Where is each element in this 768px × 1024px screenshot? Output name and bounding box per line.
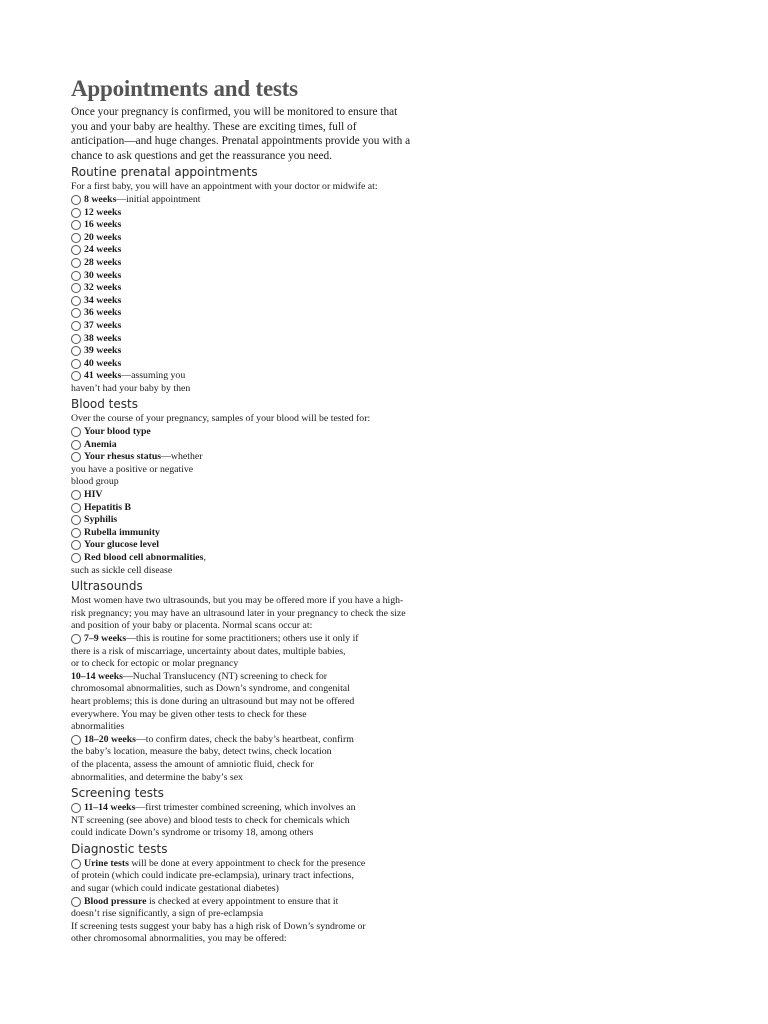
- radio-circle-icon: [71, 359, 81, 369]
- item-bold-label: Blood pressure: [84, 895, 147, 907]
- blood-list-2: [71, 489, 411, 565]
- blood-item[interactable]: [71, 426, 411, 439]
- ultrasound-item-18-20[interactable]: [71, 734, 411, 747]
- radio-circle-icon: [71, 553, 81, 563]
- screening-heading: Screening tests: [71, 786, 164, 801]
- item-bold-label: Urine tests: [84, 857, 129, 869]
- routine-item[interactable]: [71, 244, 411, 257]
- blood-heading: Blood tests: [71, 397, 138, 412]
- item-bold-label: 18–20 weeks: [84, 733, 136, 745]
- ultrasound-i1-cont-1: there is a risk of miscarriage, uncertainty about dates, multiple babies,: [71, 645, 346, 657]
- item-bold-label: 40 weeks: [84, 357, 122, 369]
- ultrasound-i3-cont-2: of the placenta, assess the amount of amniotic fluid, check for: [71, 758, 314, 770]
- routine-list: [71, 194, 411, 383]
- item-bold-label: 7–9 weeks: [84, 632, 127, 644]
- routine-tail: haven’t had your baby by then: [71, 382, 191, 394]
- radio-circle-icon: [71, 220, 81, 230]
- rhesus-cont-2: blood group: [71, 476, 119, 488]
- radio-circle-icon: [71, 346, 81, 356]
- routine-heading: Routine prenatal appointments: [71, 165, 258, 180]
- routine-item[interactable]: [71, 345, 411, 358]
- radio-circle-icon: [71, 371, 81, 381]
- item-bold-label: Red blood cell abnormalities: [84, 552, 204, 563]
- routine-lead: For a first baby, you will have an appointment with your doctor or midwife at:: [71, 181, 378, 193]
- blood-item[interactable]: [71, 439, 411, 452]
- screening-cont-2: could indicate Down’s syndrome or trisomy 18, among others: [71, 827, 314, 839]
- radio-circle-icon: [71, 321, 81, 331]
- document: [71, 74, 411, 946]
- item-bold-label: Rubella immunity: [84, 526, 160, 538]
- nt-rest-text: —Nuchal Translucency (NT) screening to check for: [122, 670, 328, 682]
- blood-item[interactable]: [71, 451, 411, 464]
- radio-circle-icon: [71, 233, 81, 243]
- radio-circle-icon: [71, 452, 81, 462]
- blood-list: [71, 426, 411, 464]
- item-rest-text: —whether: [161, 451, 203, 463]
- intro-paragraph: Once your pregnancy is confirmed, you will be monitored to ensure that you and your baby are healthy. These are exciting times, full of anticipation—and huge changes. Prenatal appointments provide you with a chance to ask questions and get the reassurance you need.: [71, 106, 411, 162]
- item-bold-label: Hepatitis B: [84, 501, 132, 513]
- item-bold-label: 32 weeks: [84, 282, 122, 294]
- blood-item[interactable]: [71, 539, 411, 552]
- blood-lead: Over the course of your pregnancy, samples of your blood will be tested for:: [71, 413, 371, 425]
- screening-cont-1: NT screening (see above) and blood tests to check for chemicals which: [71, 814, 350, 826]
- item-bold-label: Your glucose level: [84, 539, 159, 551]
- routine-item[interactable]: [71, 295, 411, 308]
- ultrasound-i1-cont-2: or to check for ectopic or molar pregnancy: [71, 658, 239, 670]
- item-bold-label: 34 weeks: [84, 294, 122, 306]
- item-bold-label: Your rhesus status: [84, 451, 162, 463]
- routine-item[interactable]: [71, 370, 411, 383]
- radio-circle-icon: [71, 427, 81, 437]
- routine-item[interactable]: [71, 320, 411, 333]
- item-rest-text: —assuming you: [121, 370, 186, 382]
- ultrasound-i3-cont-1: the baby’s location, measure the baby, detect twins, check location: [71, 746, 332, 758]
- item-bold-label: 30 weeks: [84, 269, 122, 281]
- item-bold-label: 20 weeks: [84, 231, 122, 243]
- radio-circle-icon: [71, 803, 81, 813]
- blood-item[interactable]: [71, 552, 411, 565]
- radio-circle-icon: [71, 308, 81, 318]
- ultrasound-lead: Most women have two ultrasounds, but you may be offered more if you have a high-risk pregnancy; you may have an ultrasound later in your pregnancy to check the size and position of your baby or placenta. Normal scans occur at:: [71, 595, 406, 632]
- radio-circle-icon: [71, 208, 81, 218]
- radio-circle-icon: [71, 195, 81, 205]
- urine-cont-2: and sugar (which could indicate gestational diabetes): [71, 883, 279, 895]
- item-rest-text: will be done at every appointment to check for the presence: [128, 857, 366, 869]
- diagnostic-item-bp[interactable]: [71, 896, 411, 909]
- routine-item[interactable]: [71, 307, 411, 320]
- routine-item[interactable]: [71, 358, 411, 371]
- radio-circle-icon: [71, 735, 81, 745]
- item-bold-label: Anemia: [84, 438, 117, 450]
- item-bold-label: 28 weeks: [84, 256, 122, 268]
- item-bold-label: 36 weeks: [84, 307, 122, 319]
- item-bold-label: 38 weeks: [84, 332, 122, 344]
- item-rest-text: —initial appointment: [116, 193, 201, 205]
- nt-cont-1: chromosomal abnormalities, such as Down’s syndrome, and congenital: [71, 683, 350, 695]
- item-bold-label: 8 weeks: [84, 193, 117, 205]
- nt-cont-3: everywhere. You may be given other tests to check for these: [71, 708, 307, 720]
- page-title: Appointments and tests: [71, 76, 298, 101]
- urine-cont-1: of protein (which could indicate pre-eclampsia), urinary tract infections,: [71, 870, 354, 882]
- radio-circle-icon: [71, 634, 81, 644]
- routine-item[interactable]: [71, 194, 411, 207]
- nt-cont-4: abnormalities: [71, 721, 125, 733]
- item-bold-label: 39 weeks: [84, 345, 122, 357]
- diagnostic-tail-1: If screening tests suggest your baby has a high risk of Down’s syndrome or: [71, 920, 366, 932]
- blood-item[interactable]: [71, 514, 411, 527]
- item-rest-text: ,: [203, 552, 206, 563]
- radio-circle-icon: [71, 283, 81, 293]
- blood-tail: such as sickle cell disease: [71, 564, 173, 576]
- routine-item[interactable]: [71, 282, 411, 295]
- item-rest-text: —first trimester combined screening, which involves an: [135, 802, 356, 814]
- screening-item-11-14[interactable]: [71, 802, 411, 815]
- item-bold-label: 12 weeks: [84, 206, 122, 218]
- diagnostic-item-urine[interactable]: [71, 858, 411, 871]
- item-bold-label: HIV: [84, 489, 103, 501]
- item-rest-text: —this is routine for some practitioners; others use it only if: [126, 632, 359, 644]
- item-bold-label: 16 weeks: [84, 219, 122, 231]
- radio-circle-icon: [71, 897, 81, 907]
- radio-circle-icon: [71, 528, 81, 538]
- radio-circle-icon: [71, 859, 81, 869]
- radio-circle-icon: [71, 515, 81, 525]
- item-bold-label: Your blood type: [84, 426, 151, 438]
- nt-bold-label: 10–14 weeks: [71, 670, 123, 682]
- radio-circle-icon: [71, 440, 81, 450]
- radio-circle-icon: [71, 334, 81, 344]
- bp-cont-1: doesn’t rise significantly, a sign of pre-eclampsia: [71, 908, 264, 920]
- nt-cont-2: heart problems; this is done during an ultrasound but may not be offered: [71, 695, 355, 707]
- routine-item[interactable]: [71, 232, 411, 245]
- routine-item[interactable]: [71, 219, 411, 232]
- diagnostic-tail-2: other chromosomal abnormalities, you may be offered:: [71, 933, 287, 945]
- diagnostic-heading: Diagnostic tests: [71, 841, 168, 856]
- item-bold-label: 11–14 weeks: [84, 802, 136, 814]
- blood-item[interactable]: [71, 502, 411, 515]
- radio-circle-icon: [71, 540, 81, 550]
- ultrasound-heading: Ultrasounds: [71, 579, 143, 594]
- radio-circle-icon: [71, 258, 81, 268]
- blood-item[interactable]: [71, 527, 411, 540]
- item-rest-text: is checked at every appointment to ensure that it: [146, 895, 339, 907]
- ultrasound-item-7-9[interactable]: [71, 633, 411, 646]
- radio-circle-icon: [71, 490, 81, 500]
- radio-circle-icon: [71, 503, 81, 513]
- routine-item[interactable]: [71, 270, 411, 283]
- radio-circle-icon: [71, 296, 81, 306]
- item-bold-label: Syphilis: [84, 514, 118, 526]
- item-rest-text: —to confirm dates, check the baby’s heartbeat, confirm: [135, 733, 354, 745]
- routine-item[interactable]: [71, 207, 411, 220]
- routine-item[interactable]: [71, 333, 411, 346]
- rhesus-cont-1: you have a positive or negative: [71, 463, 194, 475]
- blood-item[interactable]: [71, 489, 411, 502]
- nt-line: [71, 671, 411, 684]
- radio-circle-icon: [71, 245, 81, 255]
- routine-item[interactable]: [71, 257, 411, 270]
- ultrasound-i3-cont-3: abnormalities, and determine the baby’s sex: [71, 771, 243, 783]
- item-bold-label: 41 weeks: [84, 370, 122, 382]
- item-bold-label: 24 weeks: [84, 244, 122, 256]
- radio-circle-icon: [71, 271, 81, 281]
- item-bold-label: 37 weeks: [84, 319, 122, 331]
